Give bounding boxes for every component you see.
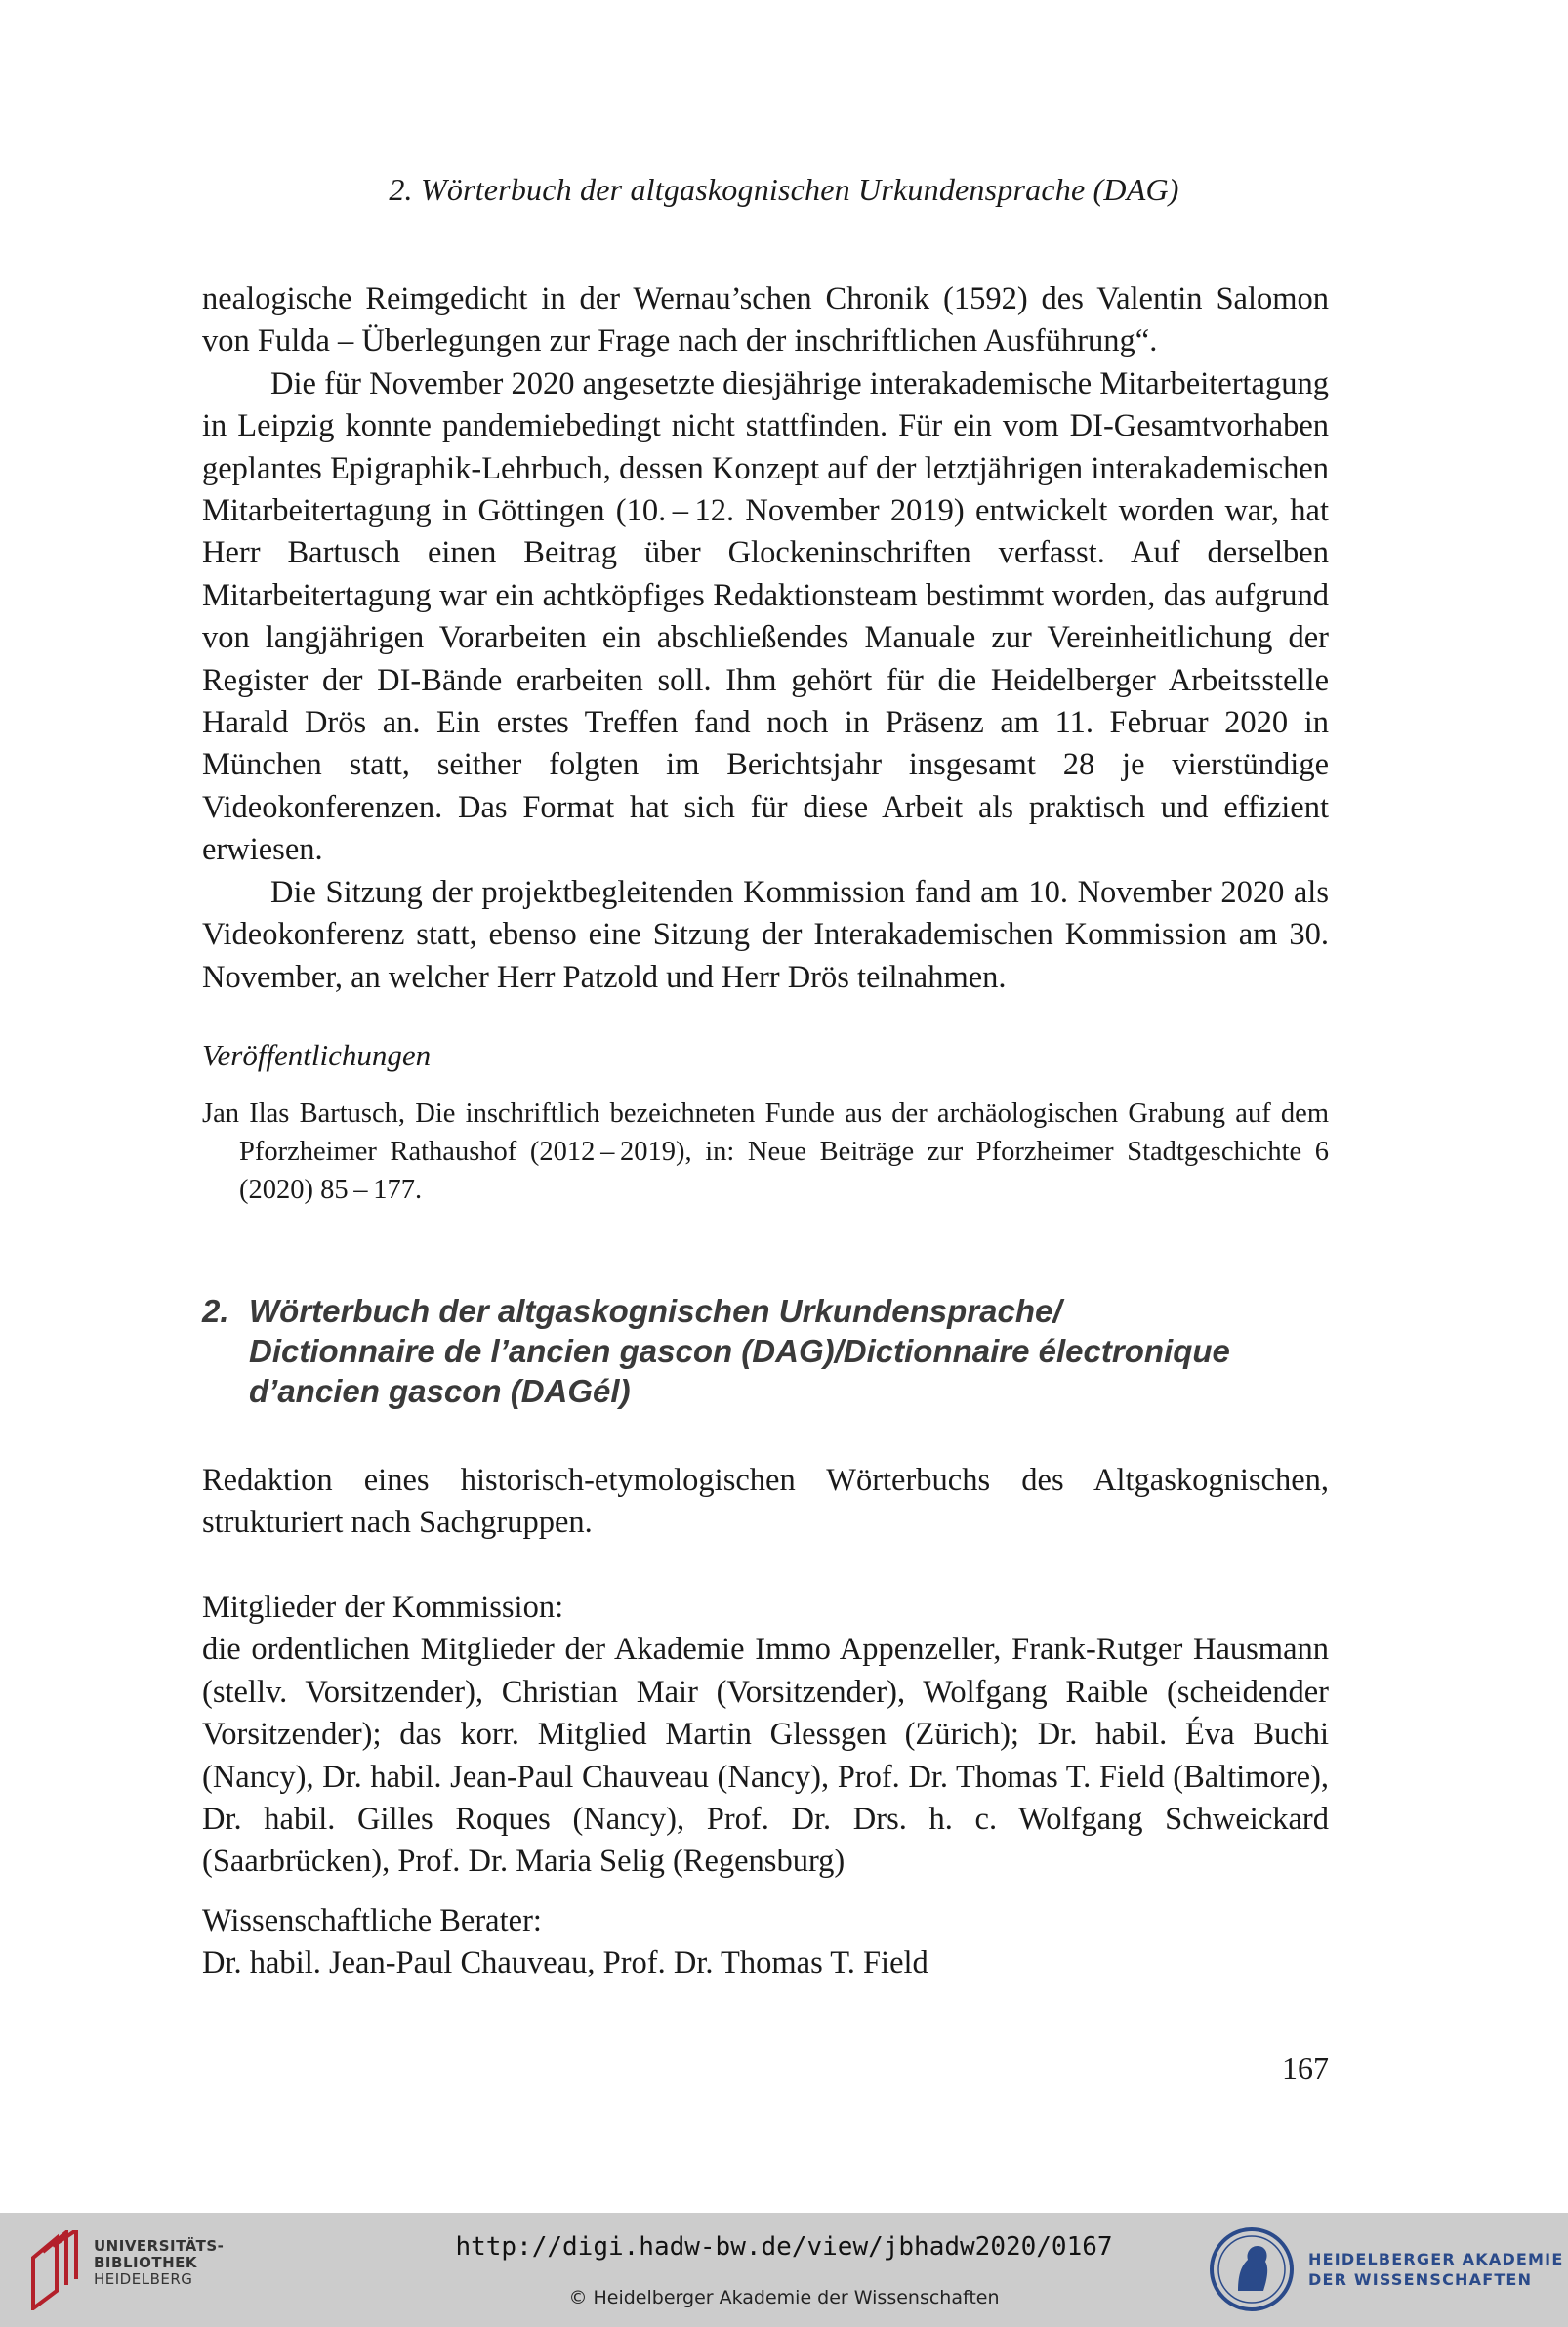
library-line: HEIDELBERG xyxy=(94,2270,193,2288)
members-label: Mitglieder der Kommission: xyxy=(202,1590,564,1625)
paragraph-conference: Die für November 2020 angesetzte diesjährige interakademische Mitarbeitertagung in Leipzig konnte pandemiebedingt nicht stattfinden. Für ein vom DI-Gesamtvorhaben geplantes Epigraphik-Lehrbuch, dessen Konzept auf der letztjährigen interakademischen Mitarbeitertagung in Göttingen (10. – 12. November 2019) entwickelt worden war, hat Herr Bartusch einen Beitrag über Glockeninschriften verfasst. Auf derselben Mitarbeitertagung war ein achtköpfiges Redaktionsteam bestimmt worden, das aufgrund von langjährigen Vorarbeiten ein abschließendes Manuale zur Vereinheitlichung der Register der DI-Bände erarbeiten soll. Ihm gehört für die Heidelberger Arbeitsstelle Harald Drös an. Ein erstes Treffen fand noch in Präsenz am 11. Februar 2020 in München statt, seither folgten im Berichtsjahr insgesamt 28 je vierstündige Videokonferenzen. Das Format hat sich für diese Arbeit als praktisch und effizient erwiesen. xyxy=(202,365,1329,868)
advisors-block xyxy=(202,1900,1329,1985)
academy-seal-icon xyxy=(1209,2226,1295,2312)
publications-block xyxy=(202,1038,1329,1073)
body-text-top xyxy=(202,278,1329,999)
academy-name xyxy=(1308,2249,1563,2290)
members-block xyxy=(202,1587,1329,1884)
section-title-line: d’ancien gascon (DAGél) xyxy=(249,1373,631,1409)
footer-bar xyxy=(0,2213,1568,2327)
section-title-line: Dictionnaire de l’ancien gascon (DAG)/Dictionnaire électronique xyxy=(249,1333,1230,1369)
members-text: die ordentlichen Mitglieder der Akademie Immo Appenzeller, Frank-Rutger Hausmann (stellv. Vorsitzender), Christian Mair (Vorsitzender), Wolfgang Raible (scheidender Vorsitzender); das korr. Mitglied Martin Glessgen (Zürich); Dr. habil. Éva Buchi (Nancy), Dr. habil. Jean-Paul Chauveau (Nancy), Prof. Dr. Thomas T. Field (Baltimore), Dr. habil. Gilles Roques (Nancy), Prof. Dr. Drs. h. c. Wolfgang Schweickard (Saarbrücken), Prof. Dr. Maria Selig (Regensburg) xyxy=(202,1632,1329,1880)
description-text: Redaktion eines historisch-etymologischen Wörterbuchs des Altgaskognischen, strukturiert nach Sachgruppen. xyxy=(202,1463,1329,1541)
advisors-text: Dr. habil. Jean-Paul Chauveau, Prof. Dr. Thomas T. Field xyxy=(202,1945,928,1981)
library-line: BIBLIOTHEK xyxy=(94,2254,197,2271)
document-url-link[interactable]: http://digi.hadw-bw.de/view/jbhadw2020/0167 xyxy=(455,2232,1113,2262)
publication-entry: Jan Ilas Bartusch, Die inschriftlich bezeichneten Funde aus der archäologischen Grabung auf dem Pforzheimer Rathaushof (2012 – 2019), in: Neue Beiträge zur Pforzheimer Stadtgeschichte 6 (2020) 85 – 177. xyxy=(202,1099,1329,1205)
section-title xyxy=(202,1291,1374,1411)
publication-list xyxy=(202,1095,1329,1209)
paragraph-continuation: nealogische Reimgedicht in der Wernau’schen Chronik (1592) des Valentin Salomon von Fulda – Überlegungen zur Frage nach der inschriftlichen Ausführung“. xyxy=(202,281,1329,359)
running-head: 2. Wörterbuch der altgaskognischen Urkundensprache (DAG) xyxy=(389,172,1179,207)
section-title-line: Wörterbuch der altgaskognischen Urkundensprache/ xyxy=(249,1293,1062,1329)
academy-line: HEIDELBERGER AKADEMIE xyxy=(1308,2250,1564,2268)
section-number: 2. xyxy=(202,1293,229,1329)
library-line: UNIVERSITÄTS- xyxy=(94,2237,225,2255)
section-description xyxy=(202,1460,1329,1545)
page-number: 167 xyxy=(1282,2051,1329,2086)
publications-heading: Veröffentlichungen xyxy=(202,1038,432,1072)
advisors-label: Wissenschaftliche Berater: xyxy=(202,1903,542,1938)
academy-line: DER WISSENSCHAFTEN xyxy=(1308,2270,1533,2289)
paragraph-commission-meeting: Die Sitzung der projektbegleitenden Kommission fand am 10. November 2020 als Videokonferenz statt, ebenso eine Sitzung der Interakademischen Kommission am 30. November, an welcher Herr Patzold und Herr Drös teilnahmen. xyxy=(202,874,1329,995)
copyright-notice: © Heidelberger Akademie der Wissenschaften xyxy=(568,2287,1000,2308)
